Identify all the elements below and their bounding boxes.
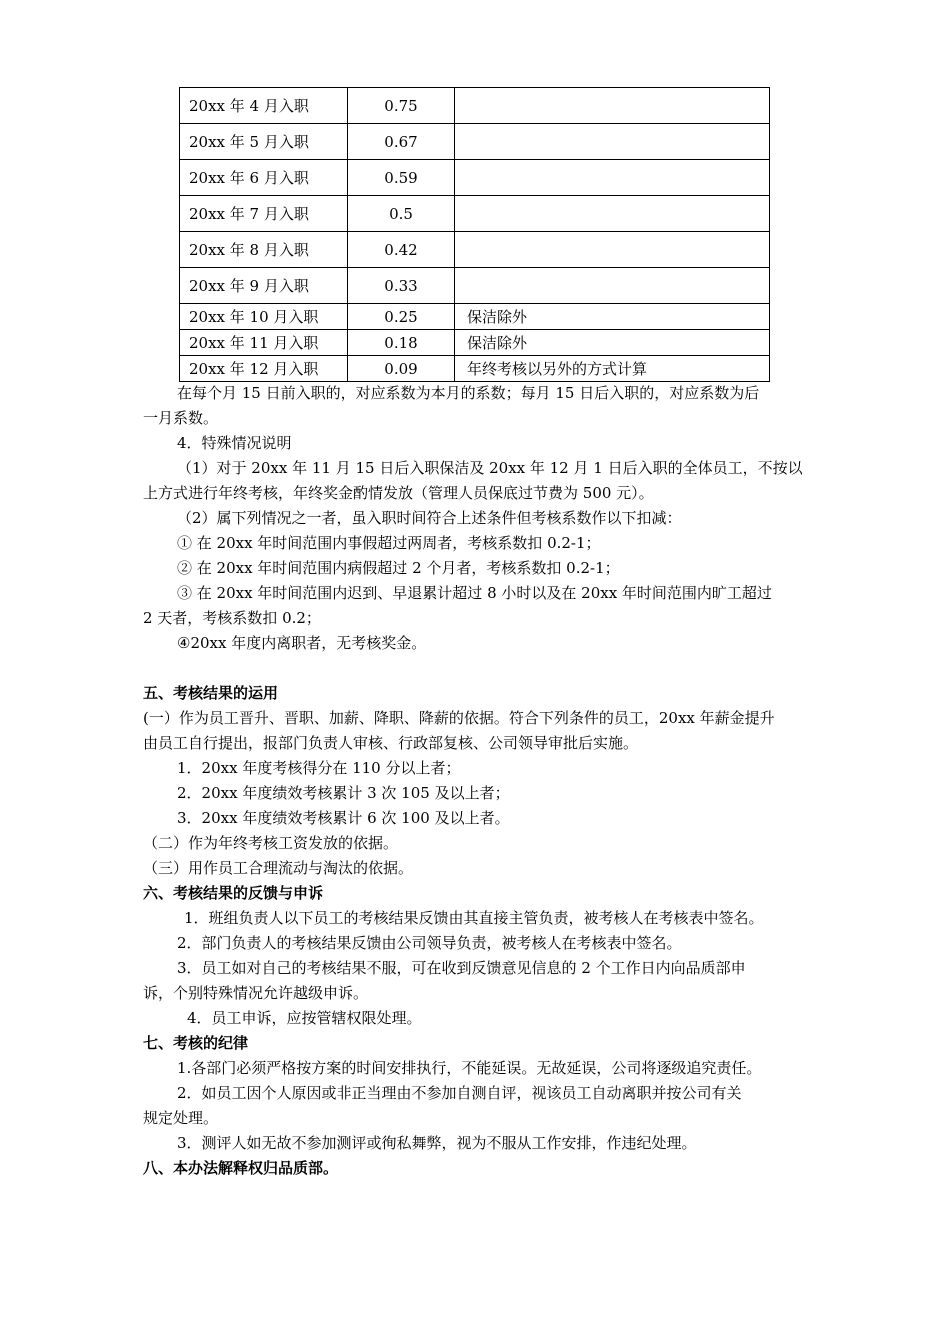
list-item: 诉，个别特殊情况允许越级申诉。 [143, 984, 369, 1002]
section-heading: 八、本办法解释权归品质部。 [143, 1159, 339, 1177]
paragraph-line: （二）作为年终考核工资发放的依据。 [143, 834, 399, 852]
table-row [180, 88, 770, 124]
paragraph-line: 在每个月 15 日前入职的，对应系数为本月的系数；每月 15 日后入职的，对应系数为后 [177, 384, 760, 402]
list-item: ① 在 20xx 年时间范围内事假超过两周者，考核系数扣 0.2-1； [177, 534, 601, 552]
list-item: ② 在 20xx 年时间范围内病假超过 2 个月者，考核系数扣 0.2-1； [177, 559, 620, 577]
coefficient-table [179, 87, 770, 382]
month-cell: 20xx 年 4 月入职 [180, 88, 348, 124]
list-item: 规定处理。 [143, 1109, 219, 1127]
month-cell: 20xx 年 5 月入职 [180, 124, 348, 160]
table-row [180, 196, 770, 232]
month-cell: 20xx 年 7 月入职 [180, 196, 348, 232]
subheading: 4．特殊情况说明 [177, 434, 292, 452]
list-item: 2．20xx 年度绩效考核累计 3 次 105 及以上者； [177, 784, 510, 802]
list-item: 3．测评人如无故不参加测评或徇私舞弊，视为不服从工作安排，作违纪处理。 [177, 1134, 697, 1152]
section-heading: 五、考核结果的运用 [143, 684, 279, 702]
section-heading: 七、考核的纪律 [143, 1034, 249, 1052]
coef-cell: 0.59 [348, 160, 455, 196]
month-cell: 20xx 年 11 月入职 [180, 330, 348, 356]
note-cell [455, 88, 770, 124]
table-row [180, 268, 770, 304]
paragraph-line: 上方式进行年终考核，年终奖金酌情发放（管理人员保底过节费为 500 元）。 [143, 484, 654, 502]
paragraph-line: （三）用作员工合理流动与淘汰的依据。 [143, 859, 414, 877]
note-cell [455, 232, 770, 268]
list-item: 2 天者，考核系数扣 0.2； [143, 609, 321, 627]
list-item: 3．员工如对自己的考核结果不服，可在收到反馈意见信息的 2 个工作日内向品质部申 [177, 959, 746, 977]
list-item: 2．部门负责人的考核结果反馈由公司领导负责，被考核人在考核表中签名。 [177, 934, 682, 952]
paragraph-line: （2）属下列情况之一者，虽入职时间符合上述条件但考核系数作以下扣减： [177, 509, 682, 527]
coef-cell: 0.75 [348, 88, 455, 124]
list-item: 1.各部门必须严格按方案的时间安排执行，不能延误。无故延误，公司将逐级追究责任。 [177, 1059, 762, 1077]
section-heading: 六、考核结果的反馈与申诉 [143, 884, 324, 902]
note-cell [455, 124, 770, 160]
table-row [180, 124, 770, 160]
coef-cell: 0.09 [348, 356, 455, 382]
month-cell: 20xx 年 10 月入职 [180, 304, 348, 330]
coef-cell: 0.5 [348, 196, 455, 232]
month-cell: 20xx 年 8 月入职 [180, 232, 348, 268]
table-row [180, 232, 770, 268]
list-item: 3．20xx 年度绩效考核累计 6 次 100 及以上者。 [177, 809, 510, 827]
note-cell: 保洁除外 [455, 304, 770, 330]
coef-cell: 0.67 [348, 124, 455, 160]
list-item: 1．20xx 年度考核得分在 110 分以上者； [177, 759, 461, 777]
coef-cell: 0.33 [348, 268, 455, 304]
month-cell: 20xx 年 12 月入职 [180, 356, 348, 382]
paragraph-line: (一）作为员工晋升、晋职、加薪、降职、降薪的依据。符合下列条件的员工，20xx 年薪金提升 [143, 709, 775, 727]
note-cell [455, 268, 770, 304]
note-cell: 保洁除外 [455, 330, 770, 356]
note-cell [455, 160, 770, 196]
note-cell: 年终考核以另外的方式计算 [455, 356, 770, 382]
month-cell: 20xx 年 9 月入职 [180, 268, 348, 304]
paragraph-line: （1）对于 20xx 年 11 月 15 日后入职保洁及 20xx 年 12 月 1 日后入职的全体员工，不按以 [177, 459, 803, 477]
list-item: 2．如员工因个人原因或非正当理由不参加自测自评，视该员工自动离职并按公司有关 [177, 1084, 742, 1102]
list-item: ④20xx 年度内离职者，无考核奖金。 [177, 634, 427, 652]
coef-cell: 0.18 [348, 330, 455, 356]
list-item: 4．员工申诉，应按管辖权限处理。 [187, 1009, 422, 1027]
month-cell: 20xx 年 6 月入职 [180, 160, 348, 196]
table-row [180, 160, 770, 196]
coef-cell: 0.42 [348, 232, 455, 268]
paragraph-line: 一月系数。 [143, 409, 219, 427]
coef-cell: 0.25 [348, 304, 455, 330]
list-item: 1．班组负责人以下员工的考核结果反馈由其直接主管负责，被考核人在考核表中签名。 [184, 909, 764, 927]
note-cell [455, 196, 770, 232]
paragraph-line: 由员工自行提出，报部门负责人审核、行政部复核、公司领导审批后实施。 [143, 734, 639, 752]
table-row [180, 304, 770, 330]
list-item: ③ 在 20xx 年时间范围内迟到、早退累计超过 8 小时以及在 20xx 年时间范围内旷工超过 [177, 584, 772, 602]
table-row [180, 356, 770, 382]
table-row [180, 330, 770, 356]
